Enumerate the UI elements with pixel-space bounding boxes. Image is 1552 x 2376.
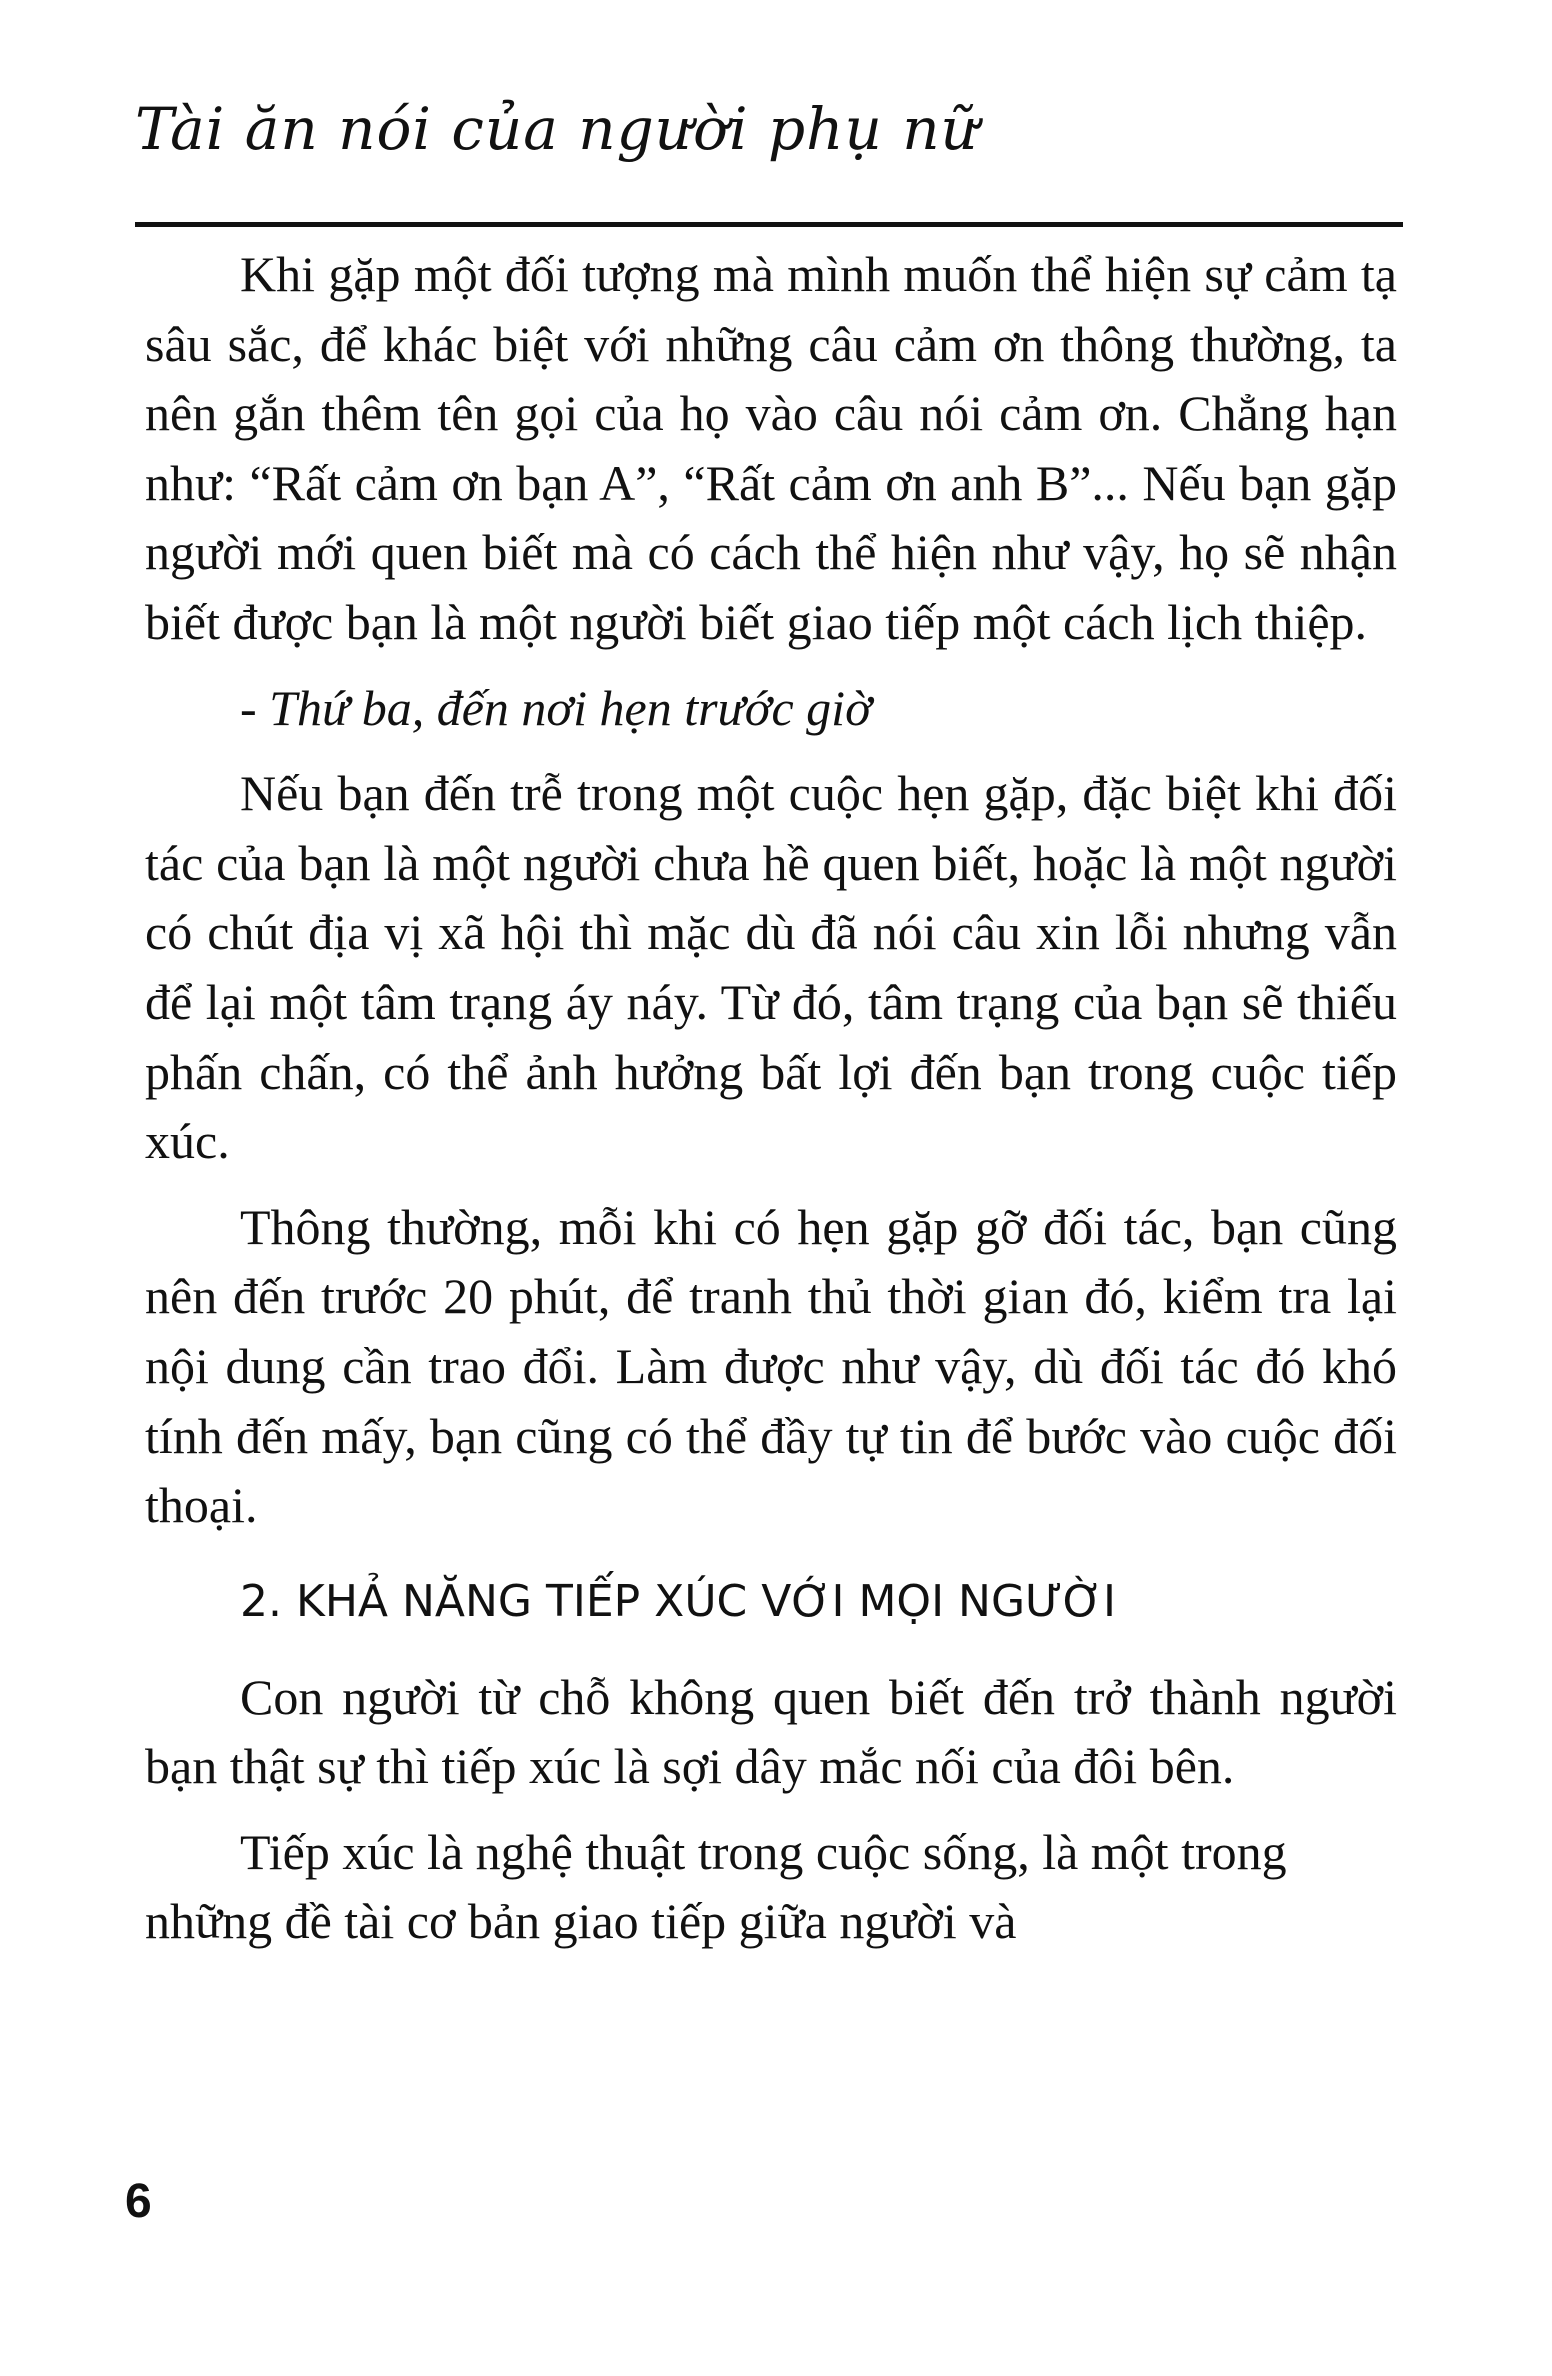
subheading-arrive-early: - Thứ ba, đến nơi hẹn trước giờ xyxy=(240,679,872,736)
paragraph-arrive-20-minutes-early: Thông thường, mỗi khi có hẹn gặp gỡ đối tác, bạn cũng nên đến trước 20 phút, để tranh thủ thời gian đó, kiểm tra lại nội dung cần trao đổi. Làm được như vậy, dù đối tác đó khó tính đến mấy, bạn cũng có thể đầy tự tin để bước vào cuộc đối thoại. xyxy=(145,1198,1397,1534)
paragraph-thank-by-name: Khi gặp một đối tượng mà mình muốn thể hiện sự cảm tạ sâu sắc, để khác biệt với những câu cảm ơn thông thường, ta nên gắn thêm tên gọi của họ vào câu nói cảm ơn. Chẳng hạn như: “Rất cảm ơn bạn A”, “Rất cảm ơn anh B”... Nếu bạn gặp người mới quen biết mà có cách thể hiện như vậy, họ sẽ nhận biết được bạn là một người biết giao tiếp một cách lịch thiệp. xyxy=(145,246,1397,650)
page-number: 6 xyxy=(125,2175,152,2228)
body-text xyxy=(145,240,1397,1973)
paragraph-being-late: Nếu bạn đến trễ trong một cuộc hẹn gặp, đặc biệt khi đối tác của bạn là một người chưa hề quen biết, hoặc là một người có chút địa vị xã hội thì mặc dù đã nói câu xin lỗi nhưng vẫn để lại một tâm trạng áy náy. Từ đó, tâm trạng của bạn sẽ thiếu phấn chấn, có thể ảnh hưởng bất lợi đến bạn trong cuộc tiếp xúc. xyxy=(145,765,1397,1170)
header-rule xyxy=(135,222,1403,227)
running-header-title: Tài ăn nói của người phụ nữ xyxy=(135,95,979,163)
paragraph-contact-art: Tiếp xúc là nghệ thuật trong cuộc sống, là một trong những đề tài cơ bản giao tiếp giữa người và xyxy=(145,1823,1287,1950)
section-heading-2: 2. KHẢ NĂNG TIẾP XÚC VỚI MỌI NGƯỜI xyxy=(240,1575,1116,1627)
paragraph-contact-bond: Con người từ chỗ không quen biết đến trở thành người bạn thật sự thì tiếp xúc là sợi dây mắc nối của đôi bên. xyxy=(145,1668,1397,1795)
